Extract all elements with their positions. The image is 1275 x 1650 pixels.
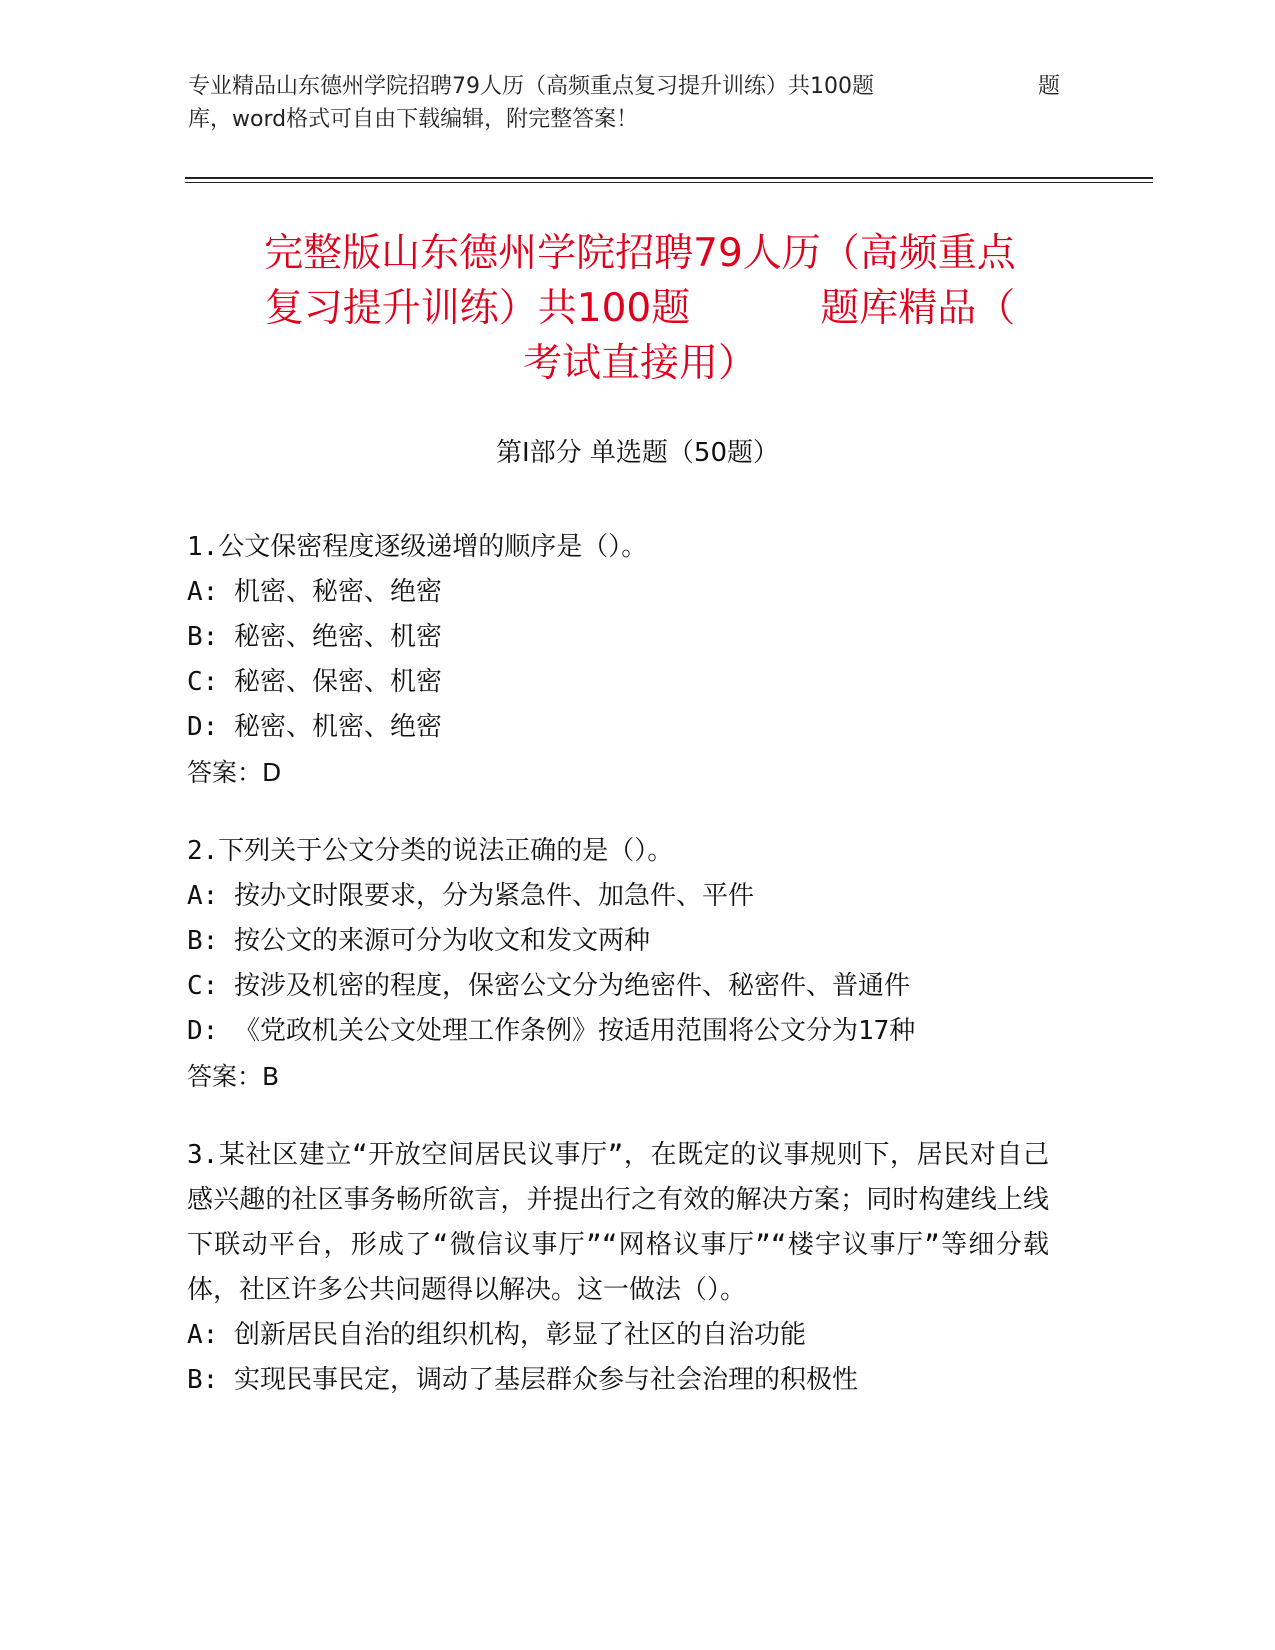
section-title: 第Ⅰ部分 单选题（50题） bbox=[495, 438, 780, 468]
option-b: B: 秘密、绝密、机密 bbox=[187, 622, 442, 652]
header-line-2: 库，word格式可自由下载编辑，附完整答案！ bbox=[188, 107, 639, 132]
title-row-2-part-b: 题库精品（ bbox=[820, 286, 1016, 331]
title-row-3: 考试直接用） bbox=[522, 341, 757, 386]
running-header bbox=[188, 70, 1068, 136]
option-c: C: 秘密、保密、机密 bbox=[187, 667, 442, 697]
question-stem: 3.某社区建立“开放空间居民议事厅”，在既定的议事规则下，居民对自己感兴趣的社区事务畅所欲言，并提出行之有效的解决方案；同时构建线上线下联动平台，形成了“微信议事厅”“网格议事厅”“楼宇议事厅”等细分载体，社区许多公共问题得以解决。这一做法（）。 bbox=[187, 1140, 1049, 1305]
option-b: B: 实现民事民定，调动了基层群众参与社会治理的积极性 bbox=[187, 1365, 858, 1395]
answer-line: 答案：B bbox=[187, 1062, 280, 1091]
answer-line: 答案：D bbox=[187, 758, 282, 787]
title-row-2-part-a: 复习提升训练）共100题 bbox=[264, 286, 691, 331]
question-stem: 2.下列关于公文分类的说法正确的是（）。 bbox=[187, 836, 674, 866]
header-rule-thin bbox=[185, 182, 1153, 183]
header-line-1-tail: 题 bbox=[1038, 74, 1061, 99]
question-item bbox=[187, 525, 1067, 795]
question-list bbox=[187, 525, 1067, 1437]
option-a: A: 创新居民自治的组织机构，彰显了社区的自治功能 bbox=[187, 1320, 806, 1350]
question-item bbox=[187, 829, 1067, 1099]
option-d: D: 《党政机关公文处理工作条例》按适用范围将公文分为17种 bbox=[187, 1016, 916, 1046]
question-stem: 1.公文保密程度逐级递增的顺序是（）。 bbox=[187, 532, 648, 562]
option-a: A: 机密、秘密、绝密 bbox=[187, 577, 442, 607]
header-line-1-main: 专业精品山东德州学院招聘79人历（高频重点复习提升训练）共100题 bbox=[188, 74, 874, 99]
header-line-1 bbox=[188, 70, 1068, 103]
option-c: C: 按涉及机密的程度，保密公文分为绝密件、秘密件、普通件 bbox=[187, 971, 910, 1001]
header-rule-thick bbox=[185, 177, 1153, 179]
question-item bbox=[187, 1133, 1067, 1403]
option-d: D: 秘密、机密、绝密 bbox=[187, 712, 442, 742]
option-b: B: 按公文的来源可分为收文和发文两种 bbox=[187, 926, 650, 956]
title-row-2 bbox=[160, 281, 1120, 336]
document-title bbox=[160, 226, 1120, 391]
option-a: A: 按办文时限要求，分为紧急件、加急件、平件 bbox=[187, 881, 754, 911]
title-row-1: 完整版山东德州学院招聘79人历（高频重点 bbox=[264, 231, 1016, 276]
